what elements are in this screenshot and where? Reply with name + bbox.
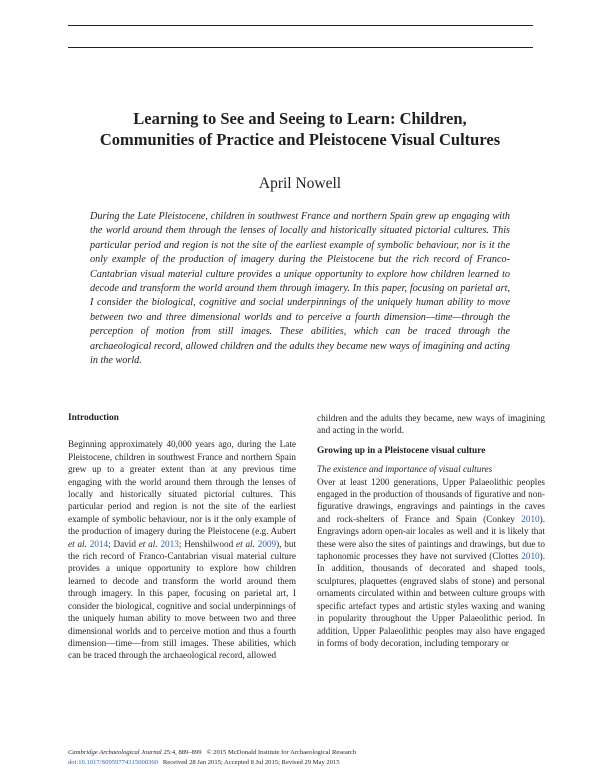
left-column bbox=[68, 412, 296, 662]
header-rule-second bbox=[68, 47, 533, 48]
article-title bbox=[60, 108, 540, 150]
journal-volume: 25:4, 889–899 bbox=[163, 749, 202, 756]
received-dates: Received 28 Jan 2015; Accepted 8 Jul 2015; Revised 29 May 2015 bbox=[162, 759, 340, 766]
citation-link[interactable]: 2013 bbox=[160, 538, 179, 549]
doi-link[interactable]: doi:10.1017/S0959774315000360 bbox=[68, 759, 158, 766]
introduction-heading: Introduction bbox=[68, 413, 119, 423]
abstract: During the Late Pleistocene, children in southwest France and northern Spain grew up engaging with the world around them through the lenses of locally and historically situated pictorial cultures. This particular period and region is not the site of the earliest example of symbolic behaviour, nor is it the only example of the production of imagery during the Pleistocene but the rich record of Franco-Cantabrian visual material culture provides a unique opportunity to explore how children learned to decode and transform the world around them through imagery. In this paper, focusing on parietal art, I consider the biological, cognitive and social underpinnings of the uniquely human ability to move between two and three dimensional worlds and to perceive a fourth dimension—time—through the perception of motion from still images. These abilities, which can be traced through the archaeological record, allowed children and the adults they became new ways of imagining and acting in the world. bbox=[90, 211, 510, 367]
continued-paragraph: children and the adults they became, new ways of imagining and acting in the world. bbox=[317, 413, 545, 436]
title-line-2: Communities of Practice and Pleistocene Visual Cultures bbox=[99, 130, 501, 149]
citation-link[interactable]: 2009 bbox=[257, 538, 277, 549]
footer-line-1 bbox=[68, 748, 538, 758]
page-footer bbox=[68, 748, 538, 768]
journal-name: Cambridge Archaeological Journal bbox=[68, 749, 162, 756]
citation-link[interactable]: 2014 bbox=[89, 538, 109, 549]
header-rule-top bbox=[68, 25, 533, 26]
citation-link[interactable]: 2010 bbox=[521, 551, 540, 562]
copyright-notice: © 2015 McDonald Institute for Archaeological Research bbox=[206, 749, 357, 756]
subsection-heading: The existence and importance of visual cultures bbox=[317, 464, 493, 475]
body-paragraph: Over at least 1200 generations, Upper Palaeolithic peoples engaged in the production of thousands of figurative and non-figurative drawings, engravings and paintings in the caves and rock-shelters of France and Spain (Conkey 2010). Engravings adorn open-air locales as well and it is likely that these were also the sites of paintings and drawings, but due to taphonomic processes they have not survived (Clottes 2010). In addition, thousands of decorated and shaped tools, sculptures, plaquettes (engraved slabs of stone) and personal ornaments circulated within and between culture groups with specific artefact types and artistic styles waxing and waning in popularity throughout the Upper Palaeolithic period. In addition, Upper Palaeolithic peoples may also have engaged in forms of body decoration, including temporary or bbox=[317, 476, 545, 648]
section-heading: Growing up in a Pleistocene visual culture bbox=[317, 445, 486, 456]
introduction-paragraph: Beginning approximately 40,000 years ago, during the Late Pleistocene, children in southwest France and northern Spain grew up to a greater extent than at any previous time engaging with the world around them through the lenses of locally and historically situated pictorial cultures. This particular period and region is not the site of the earliest example of symbolic behaviour, nor is it the only example of the production of imagery during the Pleistocene (e.g. Aubert et al. 2014; David et al. 2013; Henshilwood et al. 2009), but the rich record of Franco-Cantabrian visual material culture provides a unique opportunity to explore how children learned to decode and transform the world around them through imagery. In this paper, focusing on parietal art, I consider the biological, cognitive and social underpinnings of the uniquely human ability to move between two and three dimensional worlds and to perceive motion and thus a fourth dimension—time—from still images. These abilities, which can be traced through the archaeological record, allowed bbox=[68, 439, 297, 661]
title-line-1: Learning to See and Seeing to Learn: Children, bbox=[133, 109, 467, 128]
right-column bbox=[317, 412, 545, 649]
citation-link[interactable]: 2010 bbox=[521, 513, 540, 524]
footer-line-2 bbox=[68, 758, 538, 768]
author-name: April Nowell bbox=[258, 175, 342, 192]
